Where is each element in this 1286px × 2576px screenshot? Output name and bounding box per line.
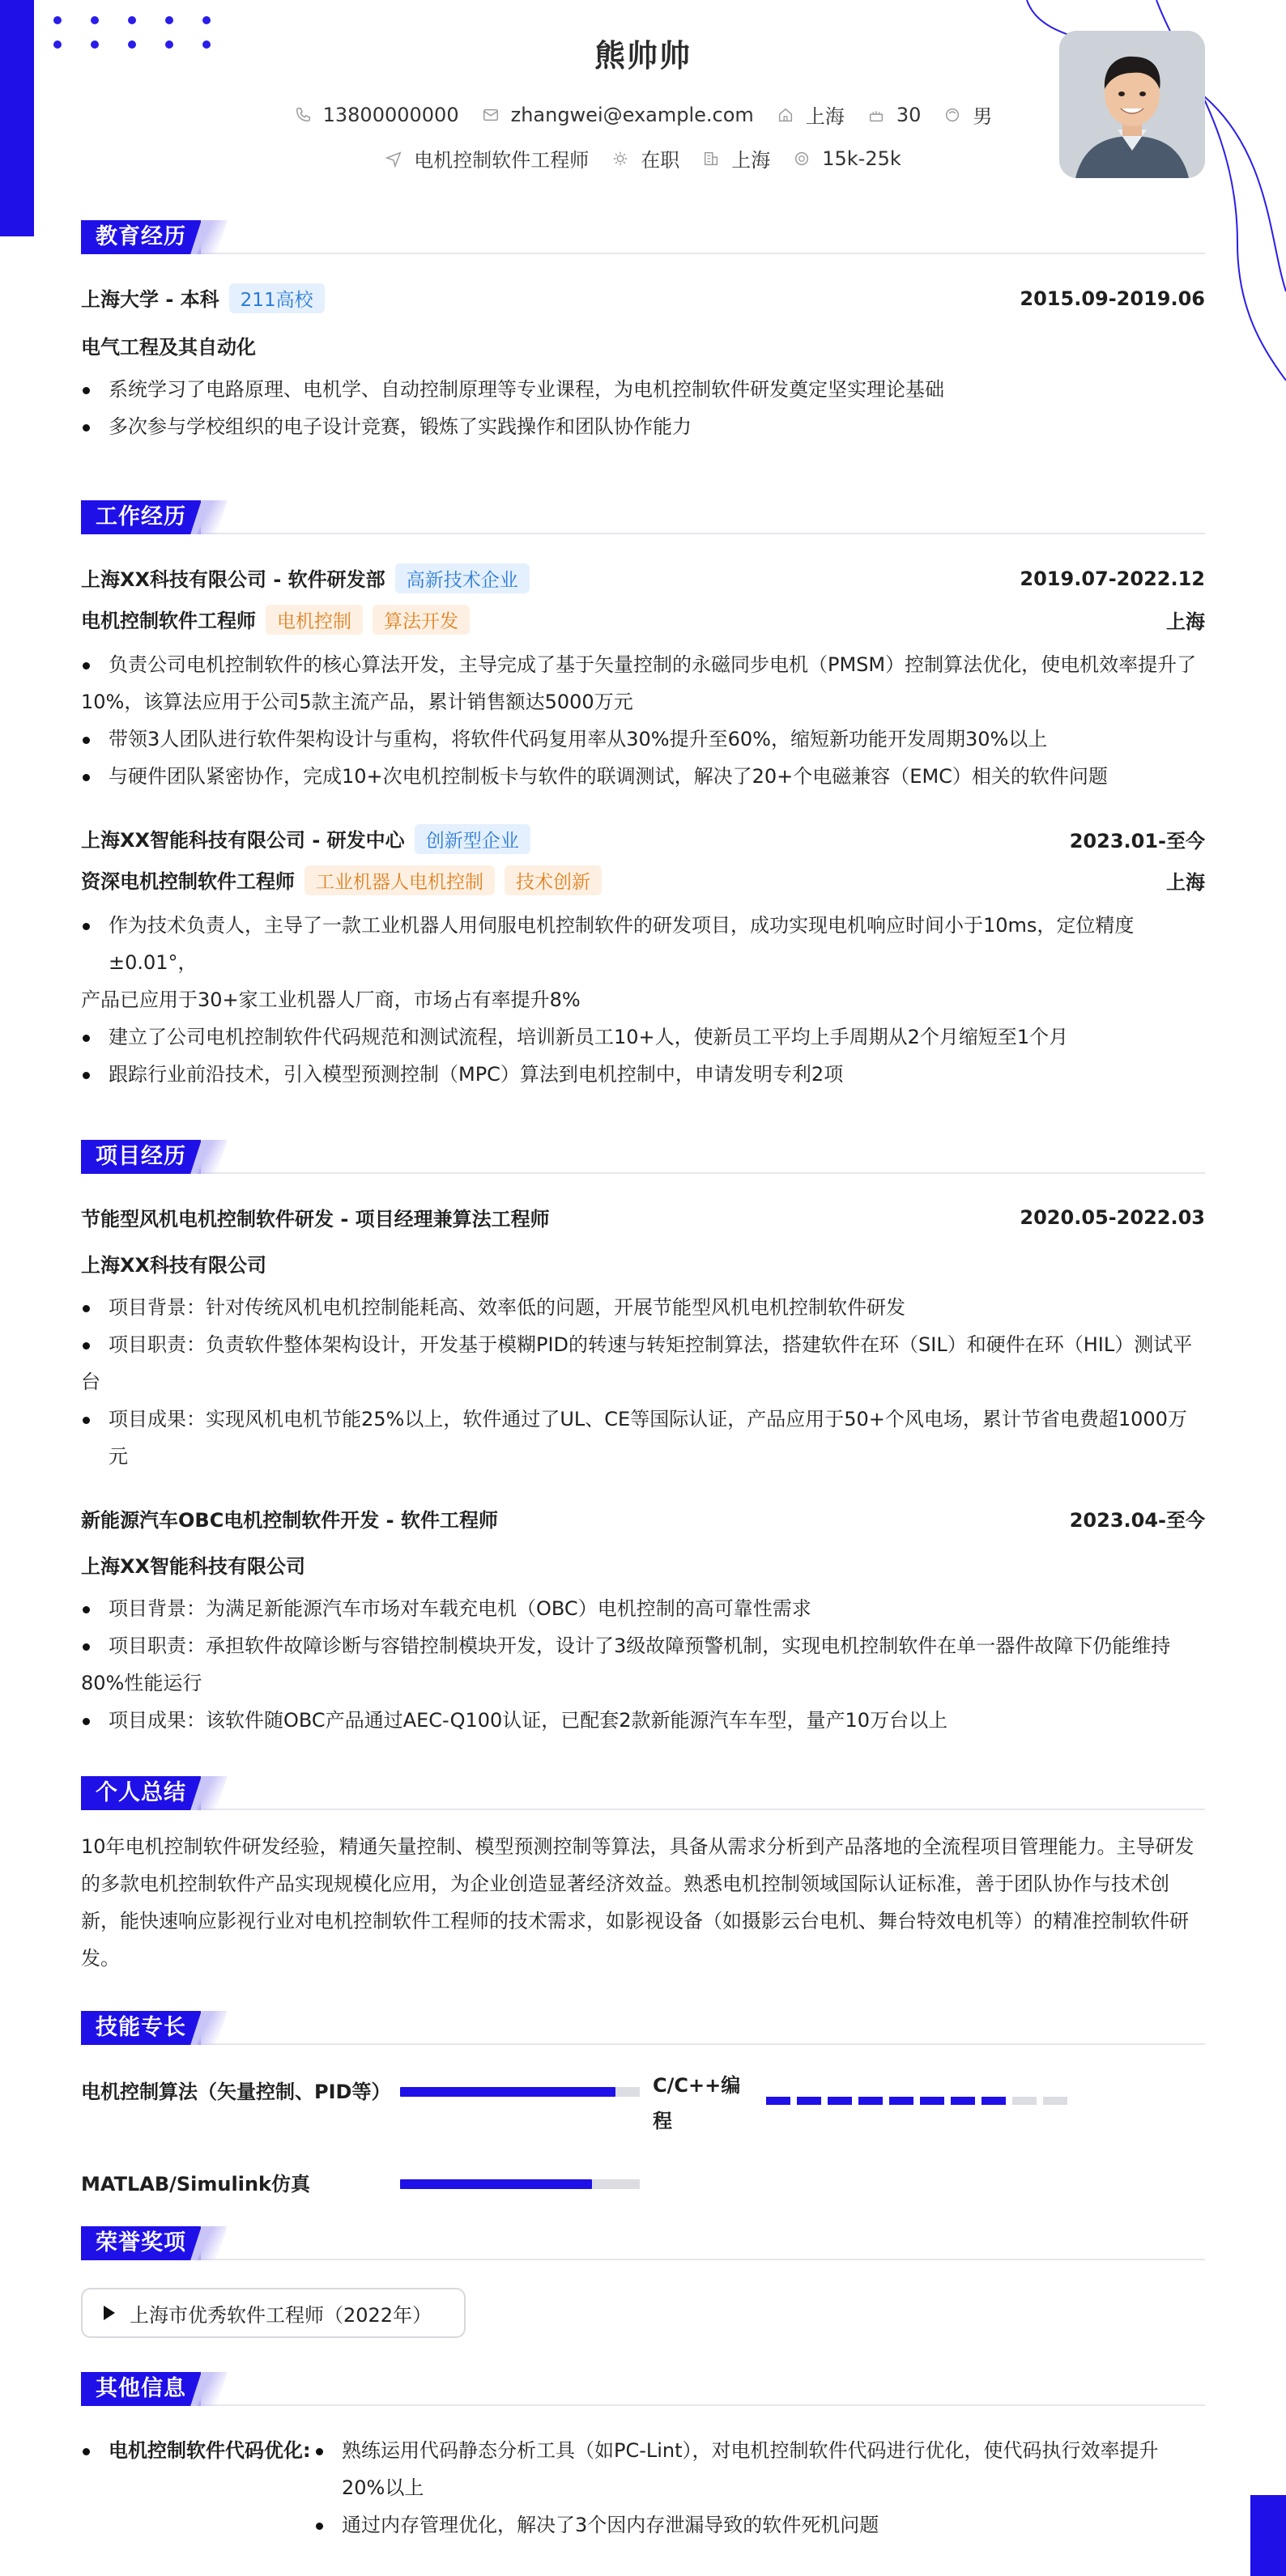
target-city-text: 上海 — [731, 149, 771, 172]
list-item: 项目成果：实现风机电机节能25%以上，软件通过了UL、CE等国际认证，产品应用于50+个风电场，累计节省电费超1000万元 — [81, 1401, 1205, 1475]
send-icon — [385, 150, 402, 168]
work-1-tag: 电机控制 — [266, 605, 363, 635]
other-label: 电机控制软件代码优化: — [81, 2432, 311, 2469]
summary-section — [81, 1776, 1205, 1977]
email-item[interactable] — [482, 104, 754, 126]
project-2-name: 新能源汽车OBC电机控制软件开发 - 软件工程师 — [81, 1509, 498, 1532]
skill-dash — [766, 2097, 790, 2105]
skill-dash — [889, 2097, 913, 2105]
skill-dash — [920, 2097, 944, 2105]
project-1-company: 上海XX科技有限公司 — [81, 1254, 267, 1277]
skill-name: C/C++编 程 — [653, 2074, 741, 2132]
work-1-title: 电机控制软件工程师 — [81, 610, 256, 632]
age-text: 30 — [896, 103, 922, 126]
job-status-item — [611, 144, 679, 172]
list-item: 带领3人团队进行软件架构设计与重构，将软件代码复用率从30%提升至60%，缩短新功能开发周期30%以上 — [81, 721, 1205, 758]
list-item-continuation: 10%，该算法应用于公司5款主流产品，累计销售额达5000万元 — [81, 691, 633, 713]
building-icon — [702, 150, 720, 168]
school-tag: 211高校 — [229, 283, 325, 313]
project-2-bullets — [81, 1590, 1205, 1739]
work-1-city: 上海 — [1166, 610, 1205, 633]
list-item: 项目成果：该软件随OBC产品通过AEC-Q100认证，已配套2款新能源汽车车型，量产10万台以上 — [81, 1702, 1205, 1739]
project-2-date: 2023.04-至今 — [1069, 1509, 1205, 1532]
list-item: 多次参与学校组织的电子设计竞赛，锻炼了实践操作和团队协作能力 — [81, 408, 1205, 445]
education-date: 2015.09-2019.06 — [1020, 287, 1205, 310]
target-position-item — [385, 144, 589, 172]
list-item-continuation: 产品已应用于30+家工业机器人厂商，市场占有率提升8% — [81, 988, 581, 1011]
skill-dash — [858, 2097, 883, 2105]
awards-section-title: 荣誉奖项 — [81, 2226, 1205, 2260]
work-2-date: 2023.01-至今 — [1069, 830, 1205, 852]
skill-bar-fill — [400, 2087, 615, 2097]
work-1-bullets — [81, 646, 1205, 795]
work-2-city: 上海 — [1166, 871, 1205, 894]
skill-name: 电机控制算法（矢量控制、PID等） — [81, 2081, 391, 2103]
candidate-name: 熊帅帅 — [594, 38, 692, 74]
skill-dash — [1043, 2097, 1067, 2105]
other-content — [81, 2432, 1205, 2561]
gender-icon — [943, 106, 961, 124]
award-item[interactable] — [81, 2288, 466, 2338]
cake-icon — [867, 106, 885, 124]
list-item: 项目背景：针对传统风机电机控制能耗高、效率低的问题，开展节能型风机电机控制软件研发 — [81, 1289, 1205, 1326]
status-icon — [611, 150, 629, 168]
skill-dash — [828, 2097, 852, 2105]
other-section-title: 其他信息 — [81, 2372, 1205, 2406]
work-1-company: 上海XX科技有限公司 - 软件研发部 — [81, 568, 385, 591]
project-1-header — [81, 1203, 1205, 1231]
corner-accent-block — [1250, 2495, 1286, 2576]
other-bullets — [314, 2432, 1205, 2544]
list-item: 跟踪行业前沿技术，引入模型预测控制（MPC）算法到电机控制中，申请发明专利2项 — [81, 1056, 1205, 1093]
job-status-text: 在职 — [641, 149, 680, 172]
gender-item — [943, 100, 992, 129]
work-2-title-row — [81, 865, 1205, 895]
work-1-header — [81, 563, 1205, 593]
project-1-date: 2020.05-2022.03 — [1020, 1205, 1205, 1229]
summary-section-title: 个人总结 — [81, 1776, 1205, 1810]
project-2-header — [81, 1504, 1205, 1532]
education-section — [81, 220, 1205, 445]
email-text: zhangwei@example.com — [510, 103, 754, 126]
work-2-company: 上海XX智能科技有限公司 - 研发中心 — [81, 829, 405, 852]
list-item: 建立了公司电机控制软件代码规范和测试流程，培训新员工10+人，使新员工平均上手周期从2个月缩短至1个月 — [81, 1018, 1205, 1056]
salary-item — [793, 147, 901, 170]
skill-bar — [400, 2087, 640, 2097]
gender-text: 男 — [973, 105, 993, 128]
age-item — [867, 104, 922, 126]
skills-section-title: 技能专长 — [81, 2011, 1205, 2045]
education-bullets — [81, 371, 1205, 445]
list-item-continuation: 20%以上 — [342, 2476, 424, 2499]
summary-text: 10年电机控制软件研发经验，精通矢量控制、模型预测控制等算法，具备从需求分析到产品落地的全流程项目管理能力。主导研发 的多款电机控制软件产品实现规模化应用，为企业创造显著经济效益。熟悉电机控制领域国际认证标准，善于团队协作与技术创 新，能快速响应影视行业对电机控制软件工程师的技术需求，如影视设备（如摄影云台电机、舞台特效电机等）的精准控制软件研 发。 — [81, 1835, 1194, 1970]
skill-bar — [400, 2179, 640, 2189]
expand-triangle-icon — [104, 2306, 115, 2320]
phone-text: 13800000000 — [322, 103, 459, 126]
awards-section — [81, 2226, 1205, 2338]
list-item: 通过内存管理优化，解决了3个因内存泄漏导致的软件死机问题 — [314, 2506, 1205, 2544]
skill-name: MATLAB/Simulink仿真 — [81, 2173, 310, 2196]
skill-dash — [951, 2097, 975, 2105]
school-name: 上海大学 - 本科 — [81, 288, 219, 311]
list-item-continuation: 80%性能运行 — [81, 1672, 202, 1694]
work-2-tag: 工业机器人电机控制 — [304, 865, 495, 895]
salary-icon — [793, 150, 811, 168]
other-section — [81, 2372, 1205, 2561]
projects-section-title: 项目经历 — [81, 1140, 1205, 1174]
work-section — [81, 500, 1205, 1093]
skills-section — [81, 2011, 1205, 2215]
location-text: 上海 — [805, 105, 845, 128]
work-section-title: 工作经历 — [81, 500, 1205, 534]
project-2-company: 上海XX智能科技有限公司 — [81, 1555, 306, 1578]
list-item: 熟练运用代码静态分析工具（如PC-Lint），对电机控制软件代码进行优化，使代码执行效率提升 — [314, 2432, 1205, 2469]
work-2-title: 资深电机控制软件工程师 — [81, 870, 295, 893]
skill-dash — [1012, 2097, 1037, 2105]
work-2-header — [81, 824, 1205, 854]
phone-icon — [294, 106, 312, 124]
education-major: 电气工程及其自动化 — [81, 336, 256, 359]
projects-section — [81, 1140, 1205, 1739]
project-1-name: 节能型风机电机控制软件研发 - 项目经理兼算法工程师 — [81, 1208, 550, 1231]
resume-header — [0, 0, 1286, 202]
location-item — [777, 100, 845, 129]
education-section-title: 教育经历 — [81, 220, 1205, 254]
skills-grid — [81, 2045, 1205, 2215]
list-item: 负责公司电机控制软件的核心算法开发，主导完成了基于矢量控制的永磁同步电机（PMSM）控制算法优化，使电机效率提升了 — [81, 646, 1205, 683]
list-item: 与硬件团队紧密协作，完成10+次电机控制板卡与软件的联调测试，解决了20+个电磁兼容（EMC）相关的软件问题 — [81, 758, 1205, 795]
list-item: 项目职责：承担软件故障诊断与容错控制模块开发，设计了3级故障预警机制，实现电机控制软件在单一器件故障下仍能维持 — [81, 1627, 1205, 1664]
profile-photo — [1059, 31, 1205, 178]
home-icon — [777, 106, 794, 124]
list-item-continuation: 台 — [81, 1371, 100, 1393]
education-header-row — [81, 283, 1205, 313]
work-2-tag: 技术创新 — [505, 865, 602, 895]
work-2-company-tag: 创新型企业 — [415, 824, 530, 854]
skill-dash — [797, 2097, 821, 2105]
skill-dash — [982, 2097, 1006, 2105]
list-item: 系统学习了电路原理、电机学、自动控制原理等专业课程，为电机控制软件研发奠定坚实理论基础 — [81, 371, 1205, 408]
salary-text: 15k-25k — [822, 147, 901, 170]
work-1-date: 2019.07-2022.12 — [1020, 567, 1205, 590]
work-2-bullets — [81, 907, 1205, 1093]
list-item: 项目职责：负责软件整体架构设计，开发基于模糊PID的转速与转矩控制算法，搭建软件在环（SIL）和硬件在环（HIL）测试平 — [81, 1326, 1205, 1363]
work-1-title-row — [81, 605, 1205, 635]
phone-item[interactable] — [294, 104, 459, 126]
skill-dash-bar — [766, 2097, 1067, 2105]
target-position-text: 电机控制软件工程师 — [414, 149, 590, 172]
list-item: 项目背景：为满足新能源汽车市场对车载充电机（OBC）电机控制的高可靠性需求 — [81, 1590, 1205, 1627]
mail-icon — [482, 106, 500, 124]
award-text: 上海市优秀软件工程师（2022年） — [130, 2303, 432, 2327]
work-1-company-tag: 高新技术企业 — [395, 563, 530, 593]
project-1-bullets — [81, 1289, 1205, 1475]
list-item: 作为技术负责人，主导了一款工业机器人用伺服电机控制软件的研发项目，成功实现电机响应时间小于10ms，定位精度±0.01°， — [81, 907, 1205, 981]
skill-bar-fill — [400, 2179, 592, 2189]
target-city-item — [702, 144, 770, 172]
work-1-tag: 算法开发 — [373, 605, 470, 635]
